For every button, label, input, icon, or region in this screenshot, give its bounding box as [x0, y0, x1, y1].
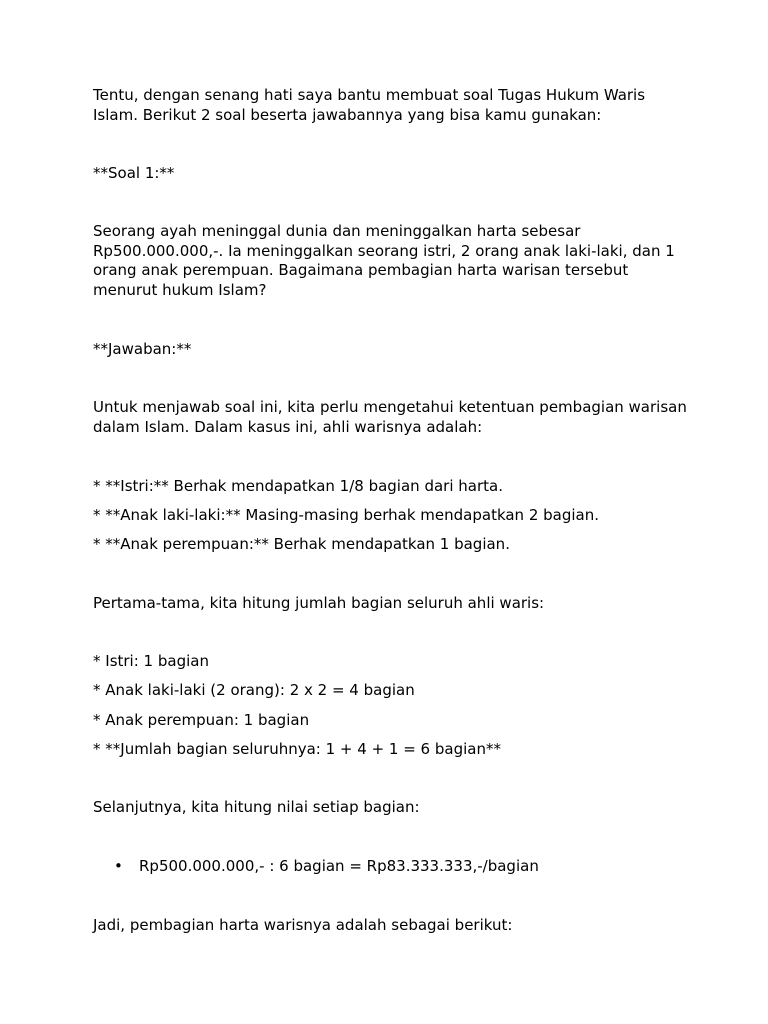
- bagian-item-anak-perempuan: * Anak perempuan: 1 bagian: [93, 711, 310, 729]
- nilai-intro-paragraph: Selanjutnya, kita hitung nilai setiap bagian:: [93, 798, 420, 816]
- ahli-waris-item-istri: * **Istri:** Berhak mendapatkan 1/8 bagian dari harta.: [93, 477, 503, 495]
- bagian-item-istri: * Istri: 1 bagian: [93, 652, 209, 670]
- ahli-waris-item-anak-perempuan: * **Anak perempuan:** Berhak mendapatkan 1 bagian.: [93, 535, 510, 553]
- bagian-item-anak-laki-laki: * Anak laki-laki (2 orang): 2 x 2 = 4 bagian: [93, 681, 415, 699]
- hitung-intro-paragraph: Pertama-tama, kita hitung jumlah bagian seluruh ahli waris:: [93, 594, 545, 612]
- soal-paragraph: Seorang ayah meninggal dunia dan meninggalkan harta sebesar Rp500.000.000,-. Ia meninggalkan seorang istri, 2 orang anak laki-laki, dan 1 orang anak perempuan. Bagaimana pembagian harta warisan tersebut menurut hukum Islam?: [93, 222, 680, 299]
- bagian-item-jumlah: * **Jumlah bagian seluruhnya: 1 + 4 + 1 = 6 bagian**: [93, 740, 501, 758]
- intro-paragraph: Tentu, dengan senang hati saya bantu membuat soal Tugas Hukum Waris Islam. Berikut 2 soal beserta jawabannya yang bisa kamu gunakan:: [93, 86, 650, 124]
- nilai-bullet-text: Rp500.000.000,- : 6 bagian = Rp83.333.333,-/bagian: [139, 857, 539, 875]
- penutup-paragraph: Jadi, pembagian harta warisnya adalah sebagai berikut:: [93, 916, 513, 934]
- soal-heading: **Soal 1:**: [93, 164, 175, 182]
- jawaban-intro-paragraph: Untuk menjawab soal ini, kita perlu mengetahui ketentuan pembagian warisan dalam Islam. Dalam kasus ini, ahli warisnya adalah:: [93, 398, 692, 436]
- ahli-waris-item-anak-laki-laki: * **Anak laki-laki:** Masing-masing berhak mendapatkan 2 bagian.: [93, 506, 600, 524]
- jawaban-heading: **Jawaban:**: [93, 340, 192, 358]
- nilai-bullet-item: [114, 857, 539, 877]
- bullet-icon: •: [114, 857, 123, 875]
